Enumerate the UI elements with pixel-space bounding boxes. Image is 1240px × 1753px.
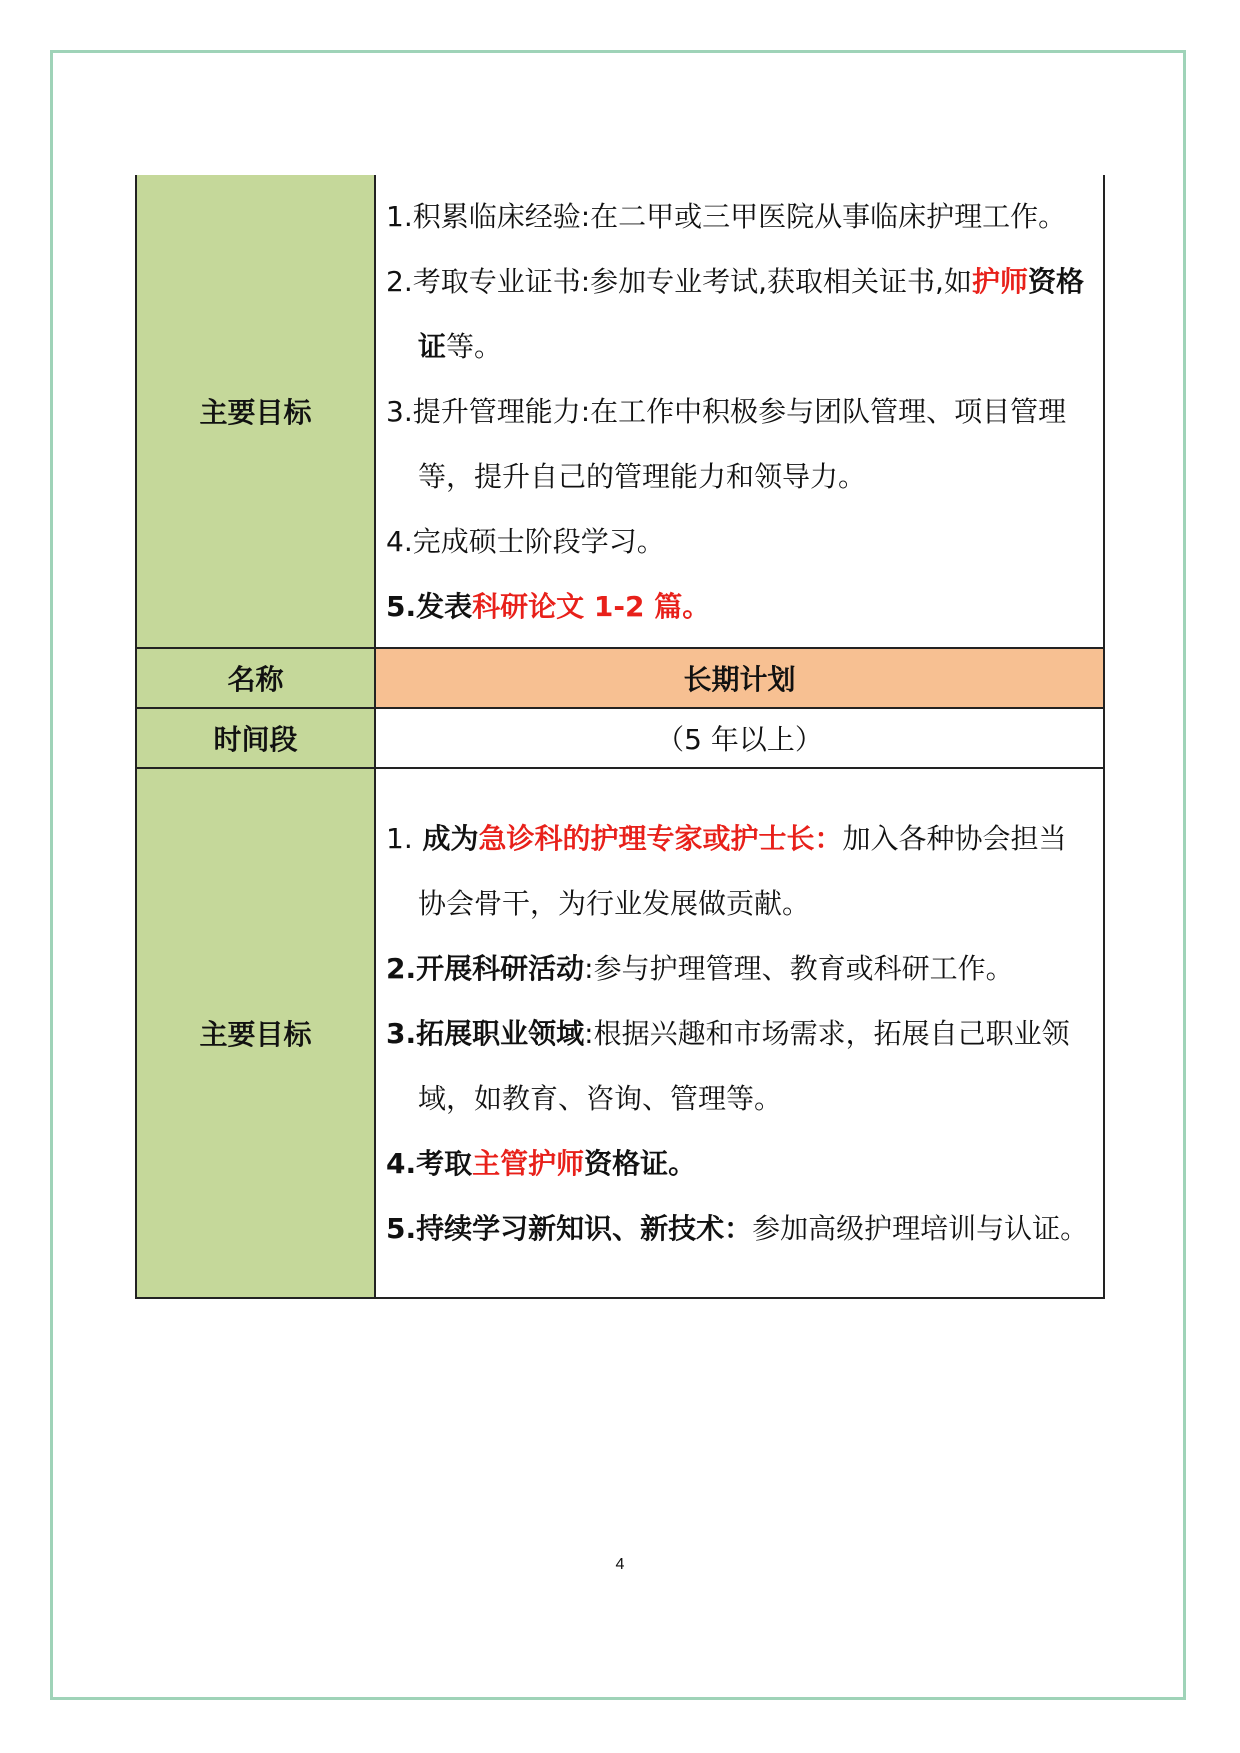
goal-text: 加入各种协会担当协会骨干，为行业发展做贡献。 — [418, 821, 1067, 920]
goal-item — [386, 1131, 1089, 1196]
goal-item — [386, 574, 1089, 639]
goal-item — [386, 1196, 1089, 1261]
goal-number: 3. — [386, 1016, 417, 1050]
goals-label: 主要目标 — [136, 768, 375, 1298]
goal-item — [386, 249, 1089, 379]
goal-number: 2. — [386, 951, 417, 985]
goal-number: 5. — [386, 1211, 417, 1245]
highlight-text: 急诊科的护理专家或护士长： — [478, 821, 843, 855]
page-number: 4 — [615, 1556, 625, 1573]
goal-text: 拓展职业领域 — [416, 1016, 585, 1050]
goals-row-long-term — [136, 768, 1104, 1298]
goal-text: 资格证 — [418, 264, 1084, 363]
goal-text: 考取专业证书:参加专业考试,获取相关证书,如 — [412, 264, 972, 298]
goal-number: 1. — [386, 821, 413, 855]
goal-text: 提升管理能力:在工作中积极参与团队管理、项目管理等，提升自己的管理能力和领导力。 — [412, 394, 1067, 493]
period-value: （5 年以上） — [375, 708, 1104, 768]
goal-number: 1. — [386, 199, 413, 233]
goal-text: 开展科研活动 — [416, 951, 585, 985]
goal-item — [386, 184, 1089, 249]
goals-list-long-term — [375, 768, 1104, 1298]
goal-number: 3. — [386, 394, 413, 428]
goal-text: 积累临床经验:在二甲或三甲医院从事临床护理工作。 — [412, 199, 1067, 233]
goal-item — [386, 509, 1089, 574]
goal-number: 4. — [386, 524, 413, 558]
highlight-text: 护师 — [971, 264, 1028, 298]
goal-text: 考取 — [416, 1146, 473, 1180]
period-row — [136, 708, 1104, 768]
goal-number: 5. — [386, 589, 417, 623]
goals-list-mid-term — [375, 175, 1104, 648]
highlight-text: 科研论文 1-2 篇。 — [472, 589, 711, 623]
goals-label: 主要目标 — [136, 175, 375, 648]
goal-item — [386, 1001, 1089, 1131]
goal-text: 成为 — [412, 821, 479, 855]
name-label: 名称 — [136, 648, 375, 708]
goals-row-mid-term — [136, 175, 1104, 648]
goal-number: 4. — [386, 1146, 417, 1180]
period-label: 时间段 — [136, 708, 375, 768]
plan-table — [135, 175, 1105, 1299]
plan-name: 长期计划 — [375, 648, 1104, 708]
goal-item — [386, 936, 1089, 1001]
goal-text: :根据兴趣和市场需求，拓展自己职业领域，如教育、咨询、管理等。 — [418, 1016, 1070, 1115]
highlight-text: 主管护师 — [472, 1146, 585, 1180]
goal-text: 资格证。 — [584, 1146, 697, 1180]
goal-item — [386, 379, 1089, 509]
goal-text: 持续学习新知识、新技术： — [416, 1211, 753, 1245]
goal-item — [386, 806, 1089, 936]
goal-text: 参加高级护理培训与认证。 — [752, 1211, 1089, 1245]
goal-text: 完成硕士阶段学习。 — [412, 524, 665, 558]
goal-text: 发表 — [416, 589, 473, 623]
goal-text: 等。 — [446, 329, 503, 363]
goal-number: 2. — [386, 264, 413, 298]
goal-text: :参与护理管理、教育或科研工作。 — [584, 951, 1014, 985]
name-row — [136, 648, 1104, 708]
